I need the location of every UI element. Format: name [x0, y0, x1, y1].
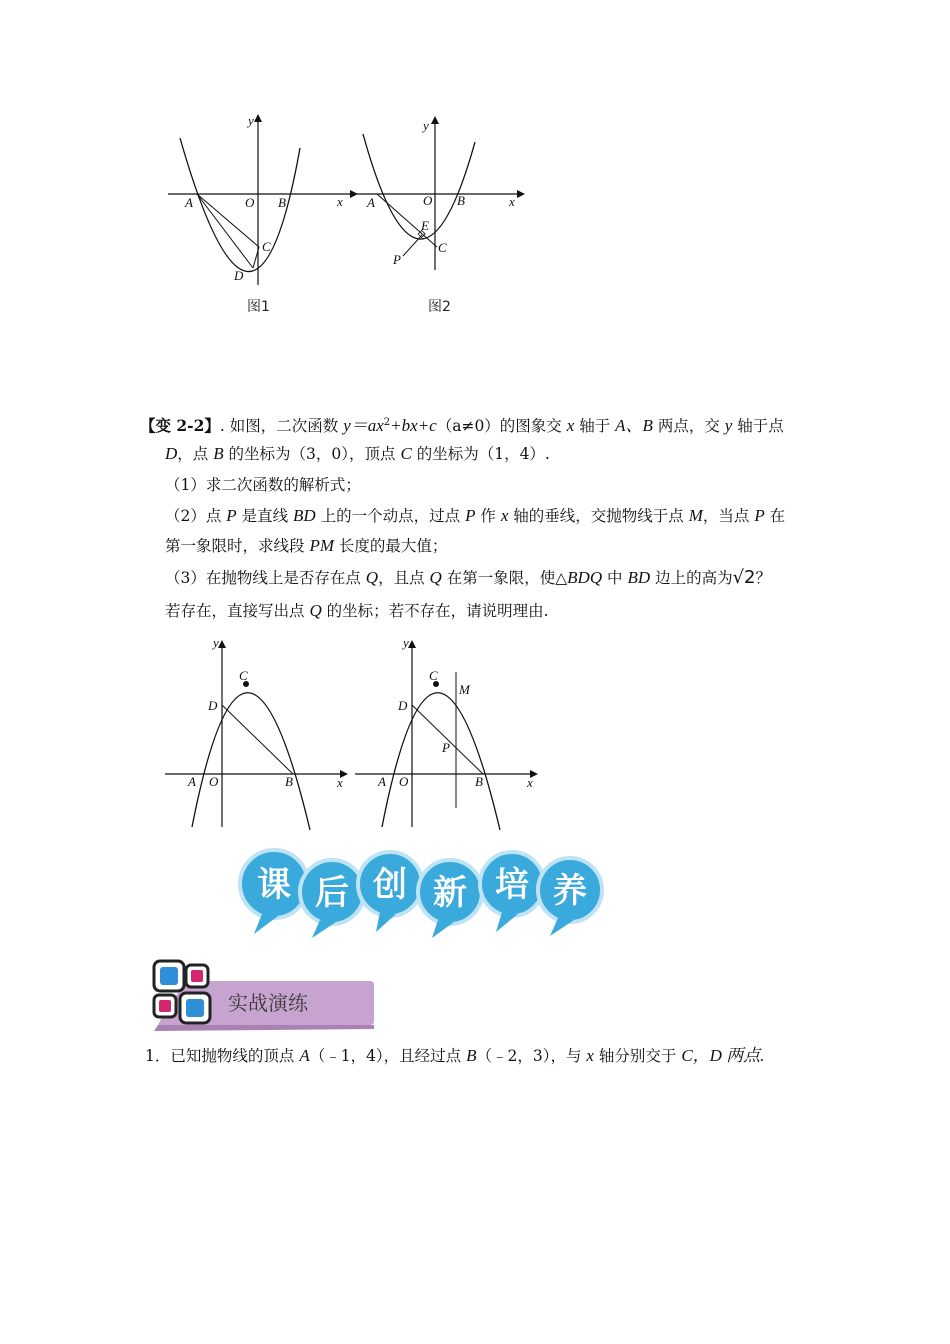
label-A: A [367, 195, 375, 210]
exercise-1: 1．已知抛物线的顶点 A（﹣1，4），且经过点 B（﹣2，3），与 x 轴分别交于 C，D 两点. [145, 1046, 765, 1065]
label-O: O [209, 774, 219, 789]
label-x: x [509, 194, 515, 209]
label-y: y [423, 118, 429, 133]
label-C: C [438, 240, 447, 255]
banner-char-6: 养 [553, 871, 587, 911]
problem-line-1: 【变 2-2】. 如图，二次函数 $y=ax^2+bx+c(a\ne 0)$的图象交 x 轴于 A、B 两点，交 y 轴于点 [140, 416, 784, 436]
label-x: x [527, 775, 533, 790]
figure-2 [345, 110, 535, 290]
caption-fig1: 图1 [247, 299, 270, 315]
label-A: A [185, 195, 193, 210]
question-1: （1）求二次函数的解析式； [165, 476, 361, 494]
banner-char-2: 后 [315, 873, 349, 913]
label-B: B [457, 193, 465, 208]
label-P: P [393, 252, 401, 267]
question-3: （3）在抛物线上是否存在点 Q，且点 Q 在第一象限，使△BDQ 中 BD 边上的高为√2？ [165, 567, 772, 588]
figure-3 [160, 632, 355, 832]
question-2-line-2: 第一象限时，求线段 PM 长度的最大值； [165, 536, 448, 555]
label-E: E [421, 218, 429, 233]
problem-line-2: D，点 B 的坐标为（3，0），顶点 C 的坐标为（1，4）. [165, 444, 550, 463]
banner-char-1: 课 [257, 865, 291, 905]
label-D: D [398, 698, 408, 713]
label-A: A [188, 774, 196, 789]
section-header [148, 955, 378, 1035]
label-C: C [239, 668, 248, 683]
figure-4 [350, 632, 545, 832]
label-O: O [399, 774, 409, 789]
question-2: （2）点 P 是直线 BD 上的一个动点，过点 P 作 x 轴的垂线，交抛物线于点 M，当点 P 在 [165, 506, 786, 525]
banner-bubbles [240, 850, 602, 938]
label-C: C [429, 668, 438, 683]
label-D: D [234, 268, 244, 283]
banner-char-4: 新 [433, 873, 467, 913]
label-O: O [423, 193, 433, 208]
label-P: P [442, 740, 450, 755]
label-y: y [248, 113, 254, 128]
label-x: x [337, 194, 343, 209]
label-A: A [378, 774, 386, 789]
label-B: B [285, 774, 293, 789]
problem-tag: 【变 2-2】 [140, 416, 220, 436]
sqrt-two: √2 [732, 567, 756, 588]
section-title: 实战演练 [228, 991, 308, 1015]
label-x: x [337, 775, 343, 790]
caption-fig2: 图2 [428, 299, 451, 315]
label-B: B [278, 195, 286, 210]
banner-char-5: 培 [495, 865, 529, 905]
label-B: B [475, 774, 483, 789]
label-D: D [208, 698, 218, 713]
label-y: y [213, 635, 219, 650]
label-y: y [403, 635, 409, 650]
figure-1 [160, 110, 360, 290]
label-M: M [459, 682, 470, 697]
label-O: O [245, 195, 255, 210]
banner-after-class [232, 840, 612, 940]
banner-char-3: 创 [373, 865, 407, 905]
question-3-line-2: 若存在，直接写出点 Q 的坐标；若不存在，请说明理由. [165, 601, 549, 620]
label-C: C [262, 239, 271, 254]
